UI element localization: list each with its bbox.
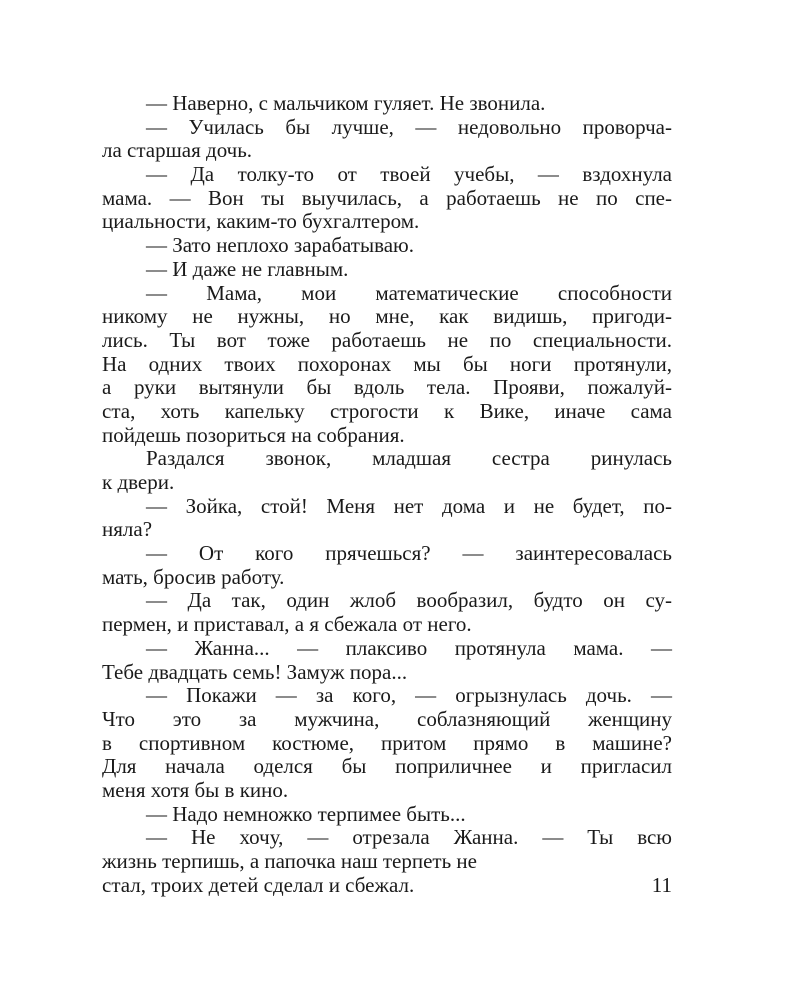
text-line: — И даже не главным.	[146, 256, 349, 281]
text-line: к двери.	[102, 470, 175, 494]
text-line: — Да толку-то от твоей учебы, — вздохнула	[146, 162, 672, 187]
text-line: — Училась бы лучше, — недовольно проворча-	[146, 114, 672, 139]
last-line-row	[102, 874, 672, 898]
text-line: жизнь терпишь, а папочка наш терпеть не	[102, 849, 477, 873]
text-line: циальности, каким-то бухгалтером.	[102, 209, 420, 234]
text-line: Для начала оделся бы поприличнее и пригласил	[102, 754, 672, 779]
text-line: пойдешь позориться на собрания.	[102, 422, 405, 447]
text-line: ста, хоть капельку строгости к Вике, иначе сама	[102, 398, 672, 423]
text-body	[102, 92, 672, 874]
text-line: — Зойка, стой! Меня нет дома и не будет, по-	[146, 493, 672, 518]
text-line: — Покажи — за кого, — огрызнулась дочь. —	[146, 683, 672, 708]
text-line: — Жанна... — плаксиво протянула мама. —	[146, 635, 672, 660]
text-line: Тебе двадцать семь! Замуж пора...	[102, 659, 408, 684]
text-line: — От кого прячешься? — заинтересовалась	[146, 541, 672, 566]
text-line: — Да так, один жлоб вообразил, будто он су-	[146, 588, 672, 613]
text-line: Раздался звонок, младшая сестра ринулась	[146, 446, 672, 471]
text-line: меня хотя бы в кино.	[102, 777, 289, 802]
book-page	[102, 92, 672, 897]
text-line: Что это за мужчина, соблазняющий женщину	[102, 706, 672, 731]
text-line: няла?	[102, 517, 153, 542]
text-line: — Надо немножко терпимее быть...	[146, 801, 466, 826]
text-line: никому не нужны, но мне, как видишь, пригоди-	[102, 304, 672, 329]
text-line: — Наверно, с мальчиком гуляет. Не звонила.	[146, 91, 546, 115]
text-line: — Зато неплохо зарабатываю.	[146, 233, 414, 258]
text-line: ла старшая дочь.	[102, 138, 253, 163]
text-line: На одних твоих похоронах мы бы ноги протянули,	[102, 351, 672, 376]
text-line: — Не хочу, — отрезала Жанна. — Ты всю	[146, 825, 672, 850]
text-line: мать, бросив работу.	[102, 564, 285, 589]
last-line-text: стал, троих детей сделал и сбежал.	[102, 872, 415, 897]
page-number: 11	[651, 872, 672, 897]
text-line: пермен, и приставал, а я сбежала от него.	[102, 612, 472, 637]
text-line: — Мама, мои математические способности	[146, 280, 672, 305]
text-line: мама. — Вон ты выучилась, а работаешь не по спе-	[102, 185, 672, 210]
text-line: в спортивном костюме, притом прямо в машине?	[102, 730, 672, 755]
text-line: а руки вытянули бы вдоль тела. Прояви, пожалуй-	[102, 375, 672, 400]
text-line: лись. Ты вот тоже работаешь не по специальности.	[102, 327, 672, 352]
